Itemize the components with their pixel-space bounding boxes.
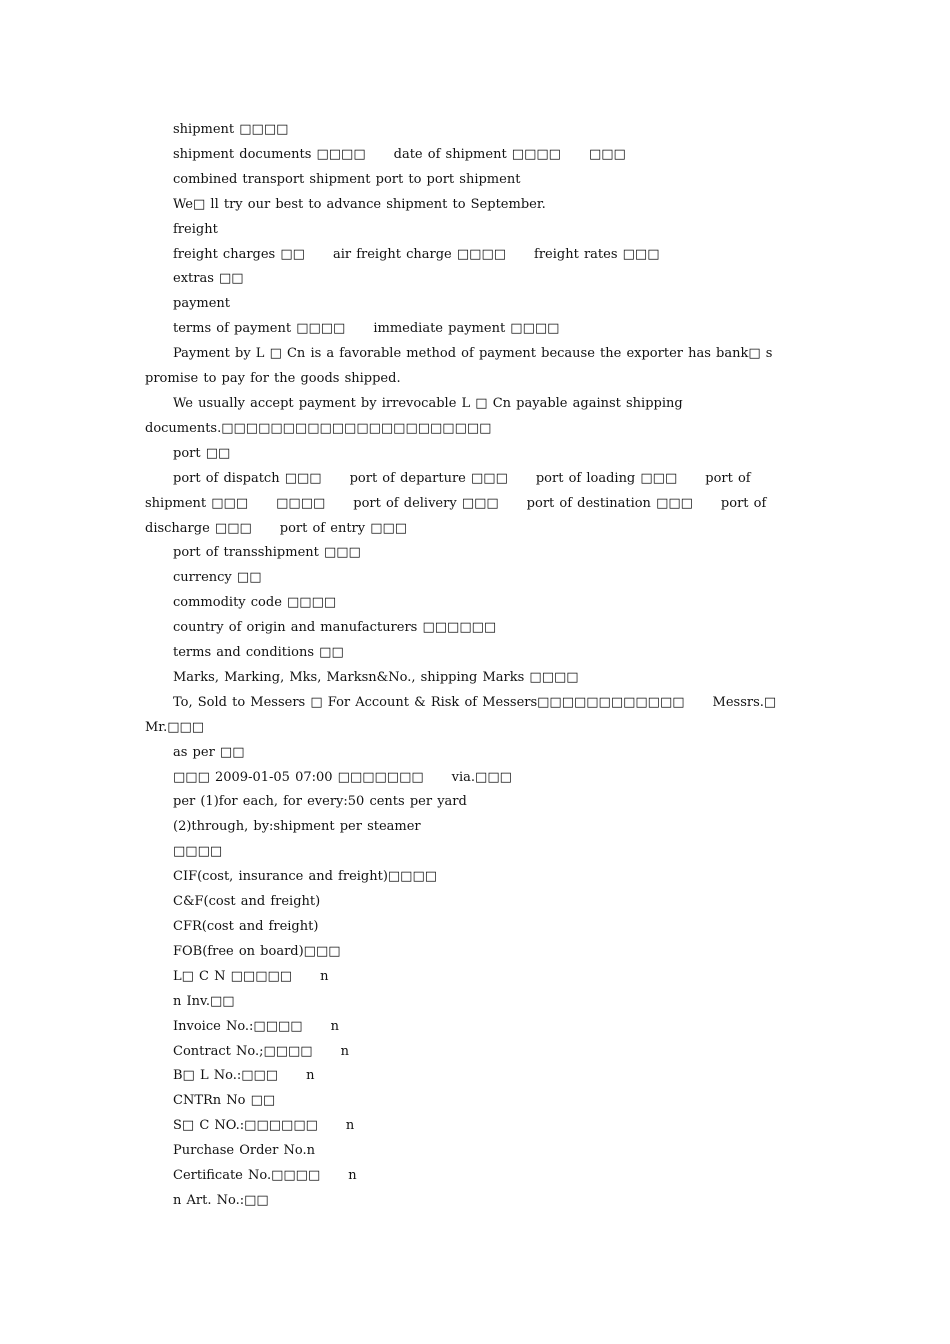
text-segment: freight charges □□ (173, 246, 305, 262)
text-segment: country of origin and manufacturers □□□□□□ (173, 620, 497, 636)
text-segment: (2)through, by:shipment per steamer (173, 819, 421, 835)
text-segment: n (340, 1043, 349, 1059)
text-segment: Marks, Marking, Mks, Marksn&No., shipping Marks □□□□ (173, 669, 579, 685)
text-line (145, 292, 810, 317)
document-body (145, 118, 810, 1214)
text-line (145, 865, 810, 890)
text-segment: via.□□□ (451, 769, 512, 785)
text-line (145, 342, 810, 392)
text-segment: port of delivery □□□ (353, 495, 499, 511)
text-line (145, 840, 810, 865)
text-line (145, 965, 810, 990)
text-segment: as per □□ (173, 744, 245, 760)
text-segment: currency □□ (173, 570, 262, 586)
text-line (145, 168, 810, 193)
text-line (145, 541, 810, 566)
text-segment: shipment □□□□ (173, 122, 289, 137)
text-line (145, 392, 810, 442)
text-segment: terms of payment □□□□ (173, 321, 346, 337)
text-line (145, 1089, 810, 1114)
text-segment: air freight charge □□□□ (332, 246, 507, 262)
text-segment: Contract No.;□□□□ (173, 1043, 313, 1059)
text-segment: Messrs.□ Mr.□□□ (145, 694, 777, 735)
text-segment: C&F(cost and freight) (173, 894, 321, 910)
text-segment: port of destination □□□ (526, 495, 693, 511)
text-segment: terms and conditions □□ (173, 645, 344, 661)
text-line (145, 990, 810, 1015)
text-segment: B□ L No.:□□□ (173, 1068, 279, 1084)
text-line (145, 691, 810, 741)
text-line (145, 766, 810, 791)
text-line (145, 1189, 810, 1214)
text-segment: n (345, 1118, 355, 1134)
text-segment: port of transshipment □□□ (173, 545, 361, 561)
text-segment: Payment by L □ Cn is a favorable method of payment because the exporter has bank□ s promise to pay for the goods shipped. (145, 346, 773, 387)
text-segment: n (330, 1018, 339, 1034)
text-segment: n (348, 1168, 357, 1184)
text-line (145, 1015, 810, 1040)
text-segment: Invoice No.:□□□□ (173, 1018, 303, 1034)
text-segment: port □□ (173, 445, 231, 461)
text-segment: port of discharge □□□ (145, 495, 767, 536)
text-line (145, 442, 810, 467)
text-line (145, 143, 810, 168)
text-segment: freight rates □□□ (534, 246, 660, 262)
text-segment: date of shipment □□□□ (393, 146, 561, 162)
text-line (145, 1114, 810, 1139)
text-segment: shipment documents □□□□ (173, 146, 366, 162)
text-segment: port of departure □□□ (349, 470, 508, 486)
text-line (145, 1164, 810, 1189)
text-line (145, 591, 810, 616)
text-line (145, 566, 810, 591)
text-line (145, 815, 810, 840)
text-line (145, 940, 810, 965)
text-segment: port of shipment □□□ (145, 470, 751, 511)
text-segment: L□ C N □□□□□ (173, 968, 293, 984)
text-line (145, 1040, 810, 1065)
text-line (145, 915, 810, 940)
text-segment: n (306, 1068, 315, 1084)
text-segment: immediate payment □□□□ (373, 321, 560, 337)
text-segment: combined transport shipment port to port shipment (173, 171, 521, 187)
text-line (145, 193, 810, 218)
text-line (145, 1139, 810, 1164)
text-line (145, 467, 810, 542)
text-line (145, 267, 810, 292)
text-segment: Purchase Order No.n (173, 1143, 315, 1159)
text-segment: commodity code □□□□ (173, 595, 337, 611)
text-line (145, 118, 810, 143)
text-line (145, 790, 810, 815)
text-segment: freight (173, 221, 218, 237)
text-segment: CIF(cost, insurance and freight)□□□□ (173, 869, 438, 885)
text-segment: n (320, 968, 329, 984)
text-segment: port of dispatch □□□ (173, 470, 322, 486)
text-segment: Certificate No.□□□□ (173, 1168, 321, 1184)
text-line (145, 616, 810, 641)
text-segment: □□□ 2009-01-05 07:00 □□□□□□□ (173, 769, 424, 785)
text-segment: To, Sold to Messers □ For Account & Risk of Messers□□□□□□□□□□□□ (173, 694, 685, 710)
text-segment: n Inv.□□ (173, 993, 235, 1009)
text-segment: We□ ll try our best to advance shipment to September. (173, 196, 546, 212)
text-segment: We usually accept payment by irrevocable L □ Cn payable against shipping documents.□□□□□□□□□□□□□□□□□□□□□□ (145, 395, 683, 436)
text-line (145, 317, 810, 342)
text-line (145, 890, 810, 915)
text-segment: □□□□ (276, 495, 326, 511)
text-segment: S□ C NO.:□□□□□□ (173, 1118, 318, 1134)
text-line (145, 218, 810, 243)
text-line (145, 1064, 810, 1089)
text-segment: CNTRn No □□ (173, 1093, 276, 1109)
text-line (145, 741, 810, 766)
text-segment: □□□□ (173, 844, 223, 860)
text-segment: CFR(cost and freight) (173, 919, 319, 934)
text-segment: port of loading □□□ (535, 470, 678, 486)
text-segment: payment (173, 296, 231, 312)
text-segment: extras □□ (173, 271, 244, 287)
text-line (145, 243, 810, 268)
text-segment: □□□ (588, 146, 626, 162)
text-segment: n Art. No.:□□ (173, 1192, 269, 1208)
text-segment: per (1)for each, for every:50 cents per yard (173, 794, 467, 810)
text-segment: port of entry □□□ (279, 520, 408, 536)
text-line (145, 641, 810, 666)
text-segment: FOB(free on board)□□□ (173, 943, 341, 959)
text-line (145, 666, 810, 691)
